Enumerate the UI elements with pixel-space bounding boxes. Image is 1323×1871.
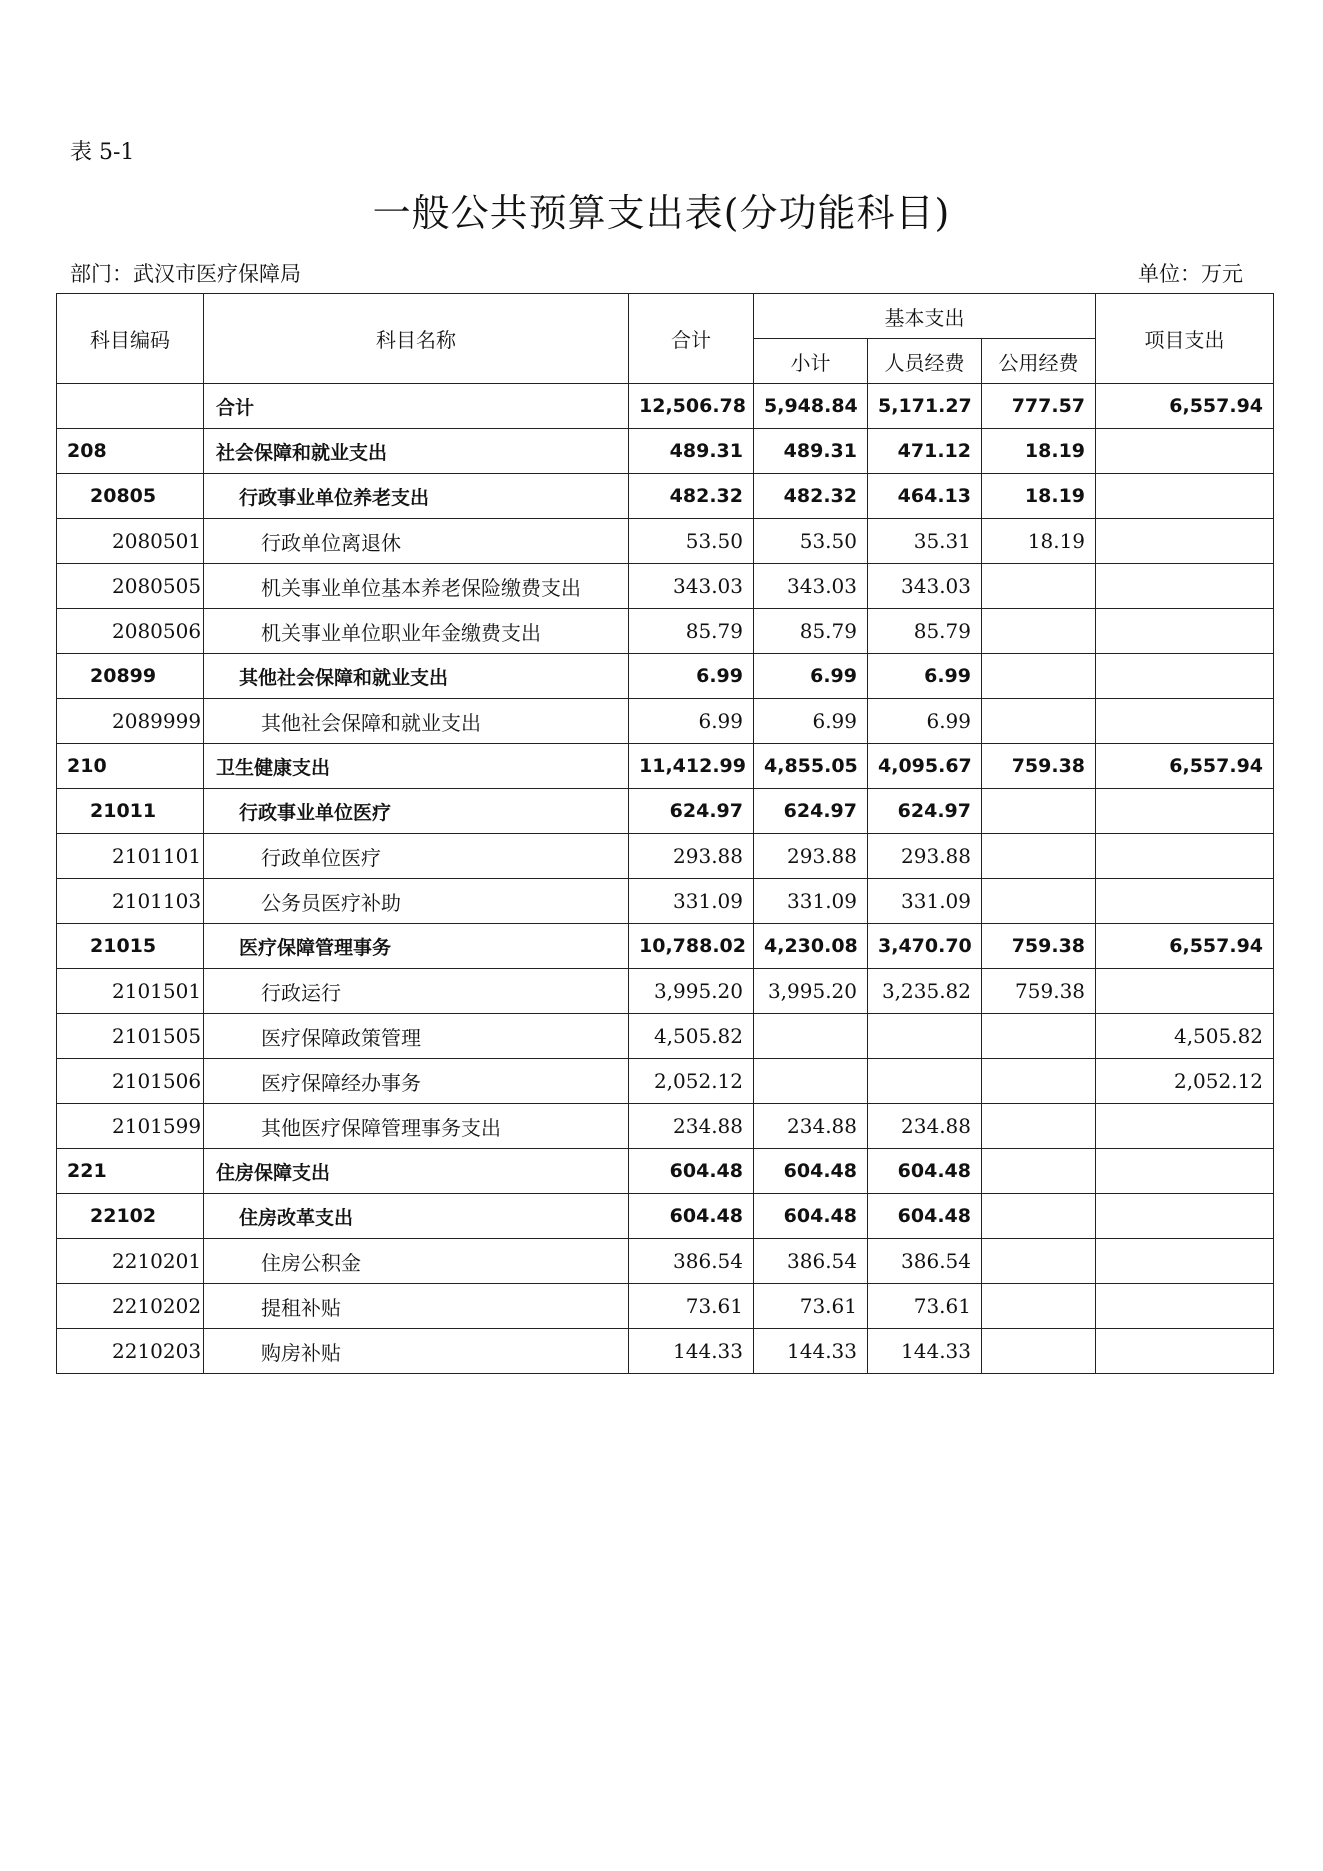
cell-total: 482.32: [629, 474, 754, 519]
cell-public: [982, 1329, 1096, 1374]
cell-name: 其他社会保障和就业支出: [204, 699, 629, 744]
cell-personnel: 624.97: [868, 789, 982, 834]
table-row: [57, 789, 1274, 834]
table-row: [57, 1149, 1274, 1194]
cell-public: 18.19: [982, 474, 1096, 519]
cell-total: 85.79: [629, 609, 754, 654]
header-personnel: 人员经费: [868, 339, 982, 384]
table-number: 表 5-1: [70, 140, 135, 165]
cell-personnel: 85.79: [868, 609, 982, 654]
cell-project: [1096, 609, 1274, 654]
cell-project: [1096, 1104, 1274, 1149]
header-basic: 基本支出: [754, 294, 1096, 339]
cell-public: [982, 609, 1096, 654]
cell-personnel: 35.31: [868, 519, 982, 564]
table-row: [57, 1239, 1274, 1284]
cell-total: 624.97: [629, 789, 754, 834]
header-total: 合计: [629, 294, 754, 384]
cell-personnel: 471.12: [868, 429, 982, 474]
cell-total: 53.50: [629, 519, 754, 564]
cell-name: 医疗保障经办事务: [204, 1059, 629, 1104]
cell-personnel: [868, 1059, 982, 1104]
cell-name: 行政运行: [204, 969, 629, 1014]
cell-subtotal: 4,230.08: [754, 924, 868, 969]
cell-name: 行政事业单位养老支出: [204, 474, 629, 519]
cell-total: 234.88: [629, 1104, 754, 1149]
cell-subtotal: 624.97: [754, 789, 868, 834]
cell-project: 6,557.94: [1096, 924, 1274, 969]
cell-public: [982, 1284, 1096, 1329]
cell-public: [982, 789, 1096, 834]
cell-total: 4,505.82: [629, 1014, 754, 1059]
cell-name: 行政事业单位医疗: [204, 789, 629, 834]
cell-total: 10,788.02: [629, 924, 754, 969]
cell-personnel: 386.54: [868, 1239, 982, 1284]
table-row: [57, 384, 1274, 429]
cell-total: 12,506.78: [629, 384, 754, 429]
table-row: [57, 924, 1274, 969]
cell-name: 行政单位离退休: [204, 519, 629, 564]
cell-project: [1096, 879, 1274, 924]
cell-public: 759.38: [982, 744, 1096, 789]
table-row: [57, 429, 1274, 474]
cell-code: 2101501: [57, 969, 204, 1014]
cell-code: 20899: [57, 654, 204, 699]
table-row: [57, 879, 1274, 924]
cell-subtotal: 144.33: [754, 1329, 868, 1374]
cell-public: 18.19: [982, 519, 1096, 564]
cell-name: 机关事业单位职业年金缴费支出: [204, 609, 629, 654]
cell-name: 其他社会保障和就业支出: [204, 654, 629, 699]
cell-project: [1096, 1239, 1274, 1284]
cell-subtotal: 234.88: [754, 1104, 868, 1149]
cell-personnel: [868, 1014, 982, 1059]
cell-public: 759.38: [982, 924, 1096, 969]
cell-personnel: 6.99: [868, 699, 982, 744]
cell-code: 2101505: [57, 1014, 204, 1059]
table-row: [57, 1194, 1274, 1239]
cell-personnel: 144.33: [868, 1329, 982, 1374]
cell-subtotal: [754, 1014, 868, 1059]
table-row: [57, 699, 1274, 744]
cell-total: 386.54: [629, 1239, 754, 1284]
table-row: [57, 834, 1274, 879]
cell-total: 489.31: [629, 429, 754, 474]
cell-code: 210: [57, 744, 204, 789]
cell-subtotal: 604.48: [754, 1194, 868, 1239]
cell-personnel: 604.48: [868, 1194, 982, 1239]
cell-personnel: 3,235.82: [868, 969, 982, 1014]
cell-total: 144.33: [629, 1329, 754, 1374]
cell-total: 293.88: [629, 834, 754, 879]
cell-subtotal: 6.99: [754, 654, 868, 699]
cell-subtotal: 85.79: [754, 609, 868, 654]
cell-project: [1096, 1284, 1274, 1329]
cell-public: 18.19: [982, 429, 1096, 474]
table-row: [57, 654, 1274, 699]
cell-subtotal: 4,855.05: [754, 744, 868, 789]
cell-project: [1096, 1149, 1274, 1194]
table-row: [57, 744, 1274, 789]
header-public: 公用经费: [982, 339, 1096, 384]
cell-subtotal: 293.88: [754, 834, 868, 879]
cell-personnel: 464.13: [868, 474, 982, 519]
cell-name: 医疗保障管理事务: [204, 924, 629, 969]
cell-name: 住房公积金: [204, 1239, 629, 1284]
table-row: [57, 519, 1274, 564]
cell-name: 行政单位医疗: [204, 834, 629, 879]
cell-public: 759.38: [982, 969, 1096, 1014]
department-label: 部门：武汉市医疗保障局: [70, 262, 301, 286]
cell-name: 提租补贴: [204, 1284, 629, 1329]
cell-personnel: 5,171.27: [868, 384, 982, 429]
cell-subtotal: 5,948.84: [754, 384, 868, 429]
cell-public: [982, 879, 1096, 924]
cell-project: [1096, 474, 1274, 519]
cell-subtotal: 73.61: [754, 1284, 868, 1329]
header-name: 科目名称: [204, 294, 629, 384]
cell-project: 6,557.94: [1096, 384, 1274, 429]
budget-table: [56, 293, 1274, 1374]
cell-name: 医疗保障政策管理: [204, 1014, 629, 1059]
cell-code: 22102: [57, 1194, 204, 1239]
cell-public: [982, 699, 1096, 744]
cell-name: 住房改革支出: [204, 1194, 629, 1239]
table-row: [57, 1014, 1274, 1059]
cell-personnel: 604.48: [868, 1149, 982, 1194]
cell-personnel: 234.88: [868, 1104, 982, 1149]
cell-public: [982, 1059, 1096, 1104]
cell-code: [57, 384, 204, 429]
header-subtotal: 小计: [754, 339, 868, 384]
cell-total: 6.99: [629, 654, 754, 699]
cell-project: [1096, 429, 1274, 474]
cell-subtotal: 489.31: [754, 429, 868, 474]
cell-code: 21015: [57, 924, 204, 969]
table-row: [57, 564, 1274, 609]
cell-personnel: 293.88: [868, 834, 982, 879]
cell-subtotal: 343.03: [754, 564, 868, 609]
cell-public: [982, 1104, 1096, 1149]
cell-code: 2080505: [57, 564, 204, 609]
cell-total: 3,995.20: [629, 969, 754, 1014]
cell-public: 777.57: [982, 384, 1096, 429]
cell-personnel: 4,095.67: [868, 744, 982, 789]
cell-total: 604.48: [629, 1149, 754, 1194]
cell-code: 2101101: [57, 834, 204, 879]
cell-name: 住房保障支出: [204, 1149, 629, 1194]
unit-label: 单位：万元: [1138, 262, 1243, 286]
table-row: [57, 1329, 1274, 1374]
cell-name: 卫生健康支出: [204, 744, 629, 789]
cell-subtotal: 6.99: [754, 699, 868, 744]
cell-name: 购房补贴: [204, 1329, 629, 1374]
cell-code: 2210202: [57, 1284, 204, 1329]
cell-public: [982, 1239, 1096, 1284]
cell-total: 11,412.99: [629, 744, 754, 789]
cell-total: 2,052.12: [629, 1059, 754, 1104]
cell-code: 221: [57, 1149, 204, 1194]
cell-name: 公务员医疗补助: [204, 879, 629, 924]
table-row: [57, 609, 1274, 654]
cell-public: [982, 1194, 1096, 1239]
cell-personnel: 73.61: [868, 1284, 982, 1329]
table-row: [57, 1104, 1274, 1149]
cell-personnel: 343.03: [868, 564, 982, 609]
cell-total: 6.99: [629, 699, 754, 744]
cell-project: 2,052.12: [1096, 1059, 1274, 1104]
cell-name: 合计: [204, 384, 629, 429]
cell-subtotal: 3,995.20: [754, 969, 868, 1014]
cell-project: [1096, 519, 1274, 564]
cell-name: 其他医疗保障管理事务支出: [204, 1104, 629, 1149]
cell-total: 604.48: [629, 1194, 754, 1239]
cell-project: [1096, 789, 1274, 834]
cell-project: [1096, 564, 1274, 609]
cell-project: [1096, 834, 1274, 879]
cell-code: 21011: [57, 789, 204, 834]
cell-personnel: 331.09: [868, 879, 982, 924]
header-code: 科目编码: [57, 294, 204, 384]
cell-total: 331.09: [629, 879, 754, 924]
cell-public: [982, 1014, 1096, 1059]
cell-public: [982, 564, 1096, 609]
page-title: 一般公共预算支出表(分功能科目): [372, 191, 951, 235]
header-project: 项目支出: [1096, 294, 1274, 384]
cell-subtotal: 331.09: [754, 879, 868, 924]
cell-code: 2089999: [57, 699, 204, 744]
cell-personnel: 6.99: [868, 654, 982, 699]
cell-project: [1096, 654, 1274, 699]
table-row: [57, 969, 1274, 1014]
cell-subtotal: 386.54: [754, 1239, 868, 1284]
cell-code: 2210203: [57, 1329, 204, 1374]
table-row: [57, 1059, 1274, 1104]
cell-name: 社会保障和就业支出: [204, 429, 629, 474]
table-row: [57, 474, 1274, 519]
cell-total: 343.03: [629, 564, 754, 609]
cell-subtotal: 482.32: [754, 474, 868, 519]
cell-code: 2080506: [57, 609, 204, 654]
cell-total: 73.61: [629, 1284, 754, 1329]
cell-personnel: 3,470.70: [868, 924, 982, 969]
cell-subtotal: 53.50: [754, 519, 868, 564]
cell-name: 机关事业单位基本养老保险缴费支出: [204, 564, 629, 609]
cell-project: [1096, 1329, 1274, 1374]
cell-subtotal: [754, 1059, 868, 1104]
cell-code: 20805: [57, 474, 204, 519]
cell-project: 4,505.82: [1096, 1014, 1274, 1059]
cell-public: [982, 834, 1096, 879]
cell-code: 208: [57, 429, 204, 474]
cell-subtotal: 604.48: [754, 1149, 868, 1194]
cell-project: [1096, 1194, 1274, 1239]
cell-project: [1096, 699, 1274, 744]
cell-code: 2210201: [57, 1239, 204, 1284]
cell-code: 2101599: [57, 1104, 204, 1149]
cell-code: 2101103: [57, 879, 204, 924]
cell-project: [1096, 969, 1274, 1014]
table-row: [57, 1284, 1274, 1329]
cell-public: [982, 654, 1096, 699]
cell-code: 2101506: [57, 1059, 204, 1104]
cell-project: 6,557.94: [1096, 744, 1274, 789]
table-body: [57, 384, 1274, 1374]
cell-public: [982, 1149, 1096, 1194]
cell-code: 2080501: [57, 519, 204, 564]
